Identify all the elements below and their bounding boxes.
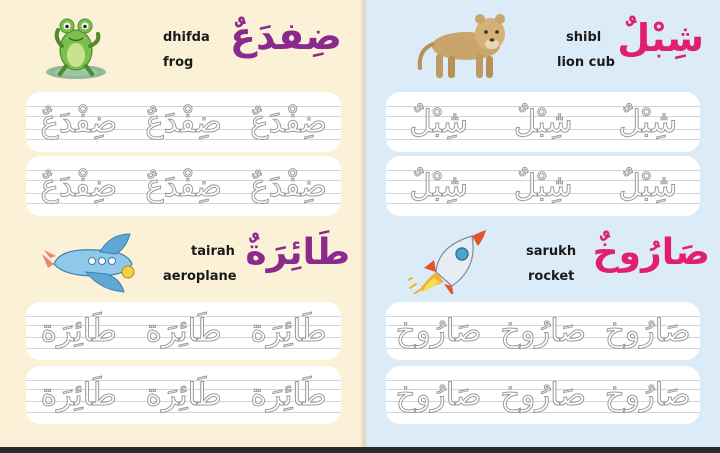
trace-word: طَائِرَة [145, 377, 222, 413]
trace-word: طَائِرَة [250, 377, 327, 413]
trace-word: شِبْلٌ [618, 104, 678, 140]
page-edge [0, 447, 720, 453]
translit-plane: tairah [191, 244, 235, 259]
trace-word: شِبْلٌ [618, 168, 678, 204]
aeroplane-icon [40, 228, 144, 296]
tracing-row [26, 366, 341, 424]
english-plane: aeroplane [163, 269, 237, 284]
arabic-word-rocket: صَارُوخٌ [592, 232, 710, 273]
trace-word: شِبْلٌ [513, 104, 573, 140]
trace-word: طَائِرَة [145, 313, 222, 349]
english-lion: lion cub [557, 55, 615, 70]
trace-word: طَائِرَة [40, 313, 117, 349]
trace-word: شِبْلٌ [409, 168, 469, 204]
rocket-icon [408, 228, 490, 294]
trace-word: صَارُوخ [604, 377, 691, 413]
trace-word: ضِفْدَعٌ [145, 104, 223, 140]
arabic-word-frog: ضِفدَعٌ [230, 14, 342, 58]
trace-word: شِبْلٌ [409, 104, 469, 140]
tracing-row [26, 92, 341, 152]
english-rocket: rocket [528, 269, 575, 284]
tracing-row [26, 302, 341, 360]
trace-word: طَائِرَة [250, 313, 327, 349]
tracing-row [26, 156, 341, 216]
book-spine [361, 0, 368, 453]
trace-word: صَارُوخ [500, 313, 587, 349]
tracing-row [386, 92, 700, 152]
trace-word: صَارُوخ [395, 313, 482, 349]
english-frog: frog [163, 55, 194, 70]
translit-lion: shibl [566, 30, 602, 45]
arabic-word-plane: طَائِرَةٌ [245, 232, 350, 273]
trace-word: صَارُوخ [395, 377, 482, 413]
trace-word: شِبْلٌ [513, 168, 573, 204]
trace-word: طَائِرَة [40, 377, 117, 413]
trace-word: ضِفْدَعٌ [40, 168, 118, 204]
tracing-row [386, 156, 700, 216]
trace-word: ضِفْدَعٌ [145, 168, 223, 204]
tracing-row [386, 366, 700, 424]
tracing-row [386, 302, 700, 360]
frog-icon [40, 8, 114, 82]
arabic-word-lion: شِبْلٌ [617, 16, 704, 60]
trace-word: صَارُوخ [500, 377, 587, 413]
translit-rocket: sarukh [526, 244, 577, 259]
lion-cub-icon [410, 6, 514, 84]
trace-word: ضِفْدَعٌ [250, 168, 327, 204]
trace-word: ضِفْدَعٌ [250, 104, 327, 140]
trace-word: صَارُوخ [604, 313, 691, 349]
translit-frog: dhifda [163, 30, 210, 45]
trace-word: ضِفْدَعٌ [40, 104, 118, 140]
